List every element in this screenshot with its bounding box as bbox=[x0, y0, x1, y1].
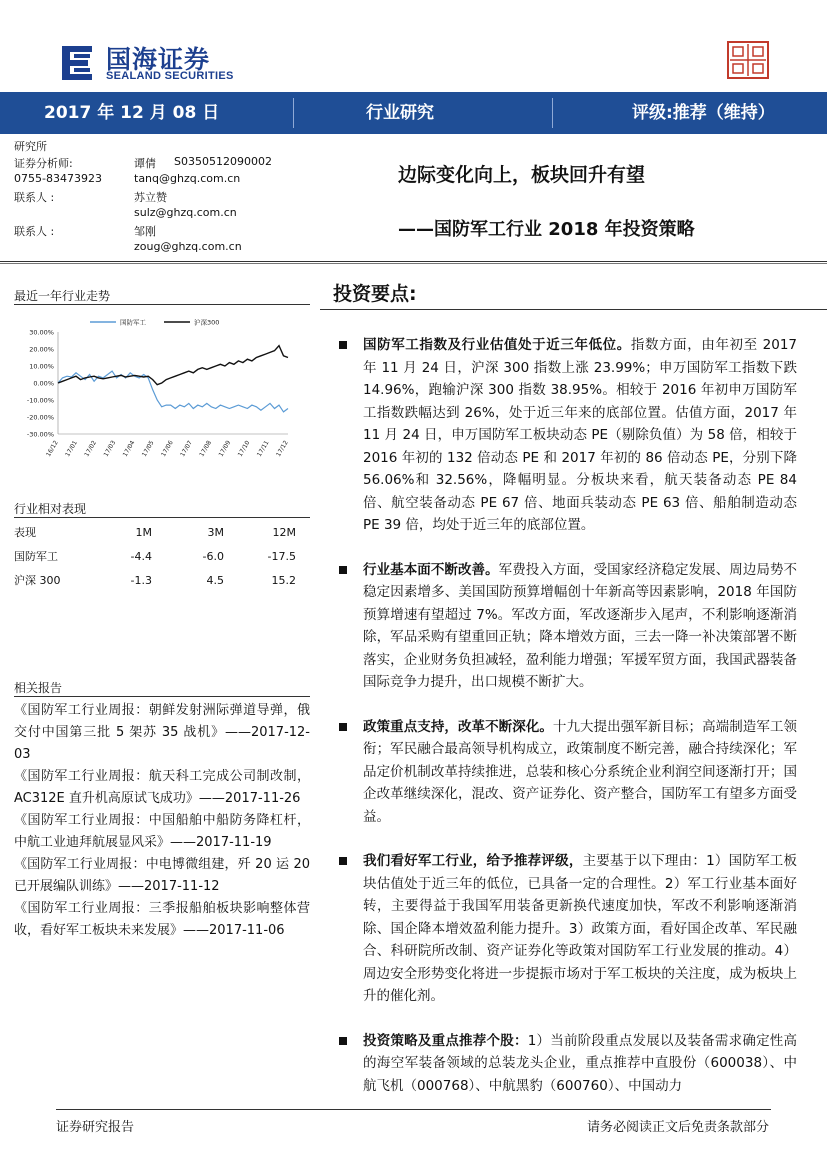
table-cell: -17.5 bbox=[267, 550, 296, 563]
contact-name: 苏立赞 bbox=[134, 191, 167, 204]
bullet-square-icon bbox=[339, 857, 347, 865]
author-email[interactable]: tanq@ghzq.com.cn bbox=[134, 172, 241, 185]
related-report-link[interactable]: 《国防军工行业周报：航天科工完成公司制改制，AC312E 直升机高原试飞成功》——2017-11-26 bbox=[14, 769, 310, 806]
related-report-link[interactable]: 《国防军工行业周报：朝鲜发射洲际弹道导弹，俄交付中国第三批 5 架苏 35 战机》——2017-12-03 bbox=[14, 703, 310, 762]
contact-role: 联系人 : bbox=[14, 191, 55, 204]
x-tick-label: 17/07 bbox=[179, 439, 194, 458]
footer-rule bbox=[56, 1109, 771, 1110]
y-tick-label: 30.00% bbox=[29, 328, 54, 337]
contact-email[interactable]: zoug@ghzq.com.cn bbox=[134, 240, 242, 253]
author-phone: 0755-83473923 bbox=[14, 172, 102, 185]
x-tick-label: 17/09 bbox=[217, 439, 233, 458]
table-header-cell: 3M bbox=[207, 526, 224, 539]
section-rule bbox=[14, 696, 310, 697]
y-tick-label: -10.00% bbox=[26, 396, 54, 405]
table-cell: 15.2 bbox=[271, 574, 296, 587]
related-report-link[interactable]: 《国防军工行业周报：三季报船舶板块影响整体营收，看好军工板块未来发展》——2017-11-06 bbox=[14, 901, 310, 938]
institute-label: 研究所 bbox=[14, 140, 47, 153]
x-tick-label: 17/01 bbox=[64, 439, 79, 458]
x-tick-label: 17/04 bbox=[121, 439, 137, 458]
section-rule bbox=[14, 304, 310, 305]
key-point-text: 指数方面，由年初至 2017 年 11 月 24 日，沪深 300 指数上涨 23.99%；申万国防军工指数下跌 14.96%，跑输沪深 300 指数 38.95%。相较于 2016 年初申万国防军工指数跌幅达到 26%，处于近三年来的底部位置。估值方面，2017 年 11 月 24 日，申万国防军工板块动态 PE（剔除负值）为 58 倍，相较于 2016 年初的 132 倍动态 PE 和 2017 年初的 86 倍动态 PE，分别下降 56.06%和 32.56%，降幅明显。分板块来看，航天装备动态 PE 84 倍、航空装备动态 PE 67 倍、地面兵装动态 PE 63 倍、船舶制造动态 PE 39 倍，均处于近三年的底部位置。 bbox=[363, 337, 798, 533]
key-point-lead: 行业基本面不断改善。 bbox=[363, 561, 499, 578]
report-subtitle: ——国防军工行业 2018 年投资策略 bbox=[398, 219, 695, 240]
table-row bbox=[14, 545, 304, 569]
table-cell: 4.5 bbox=[206, 574, 224, 587]
section-rule bbox=[320, 309, 827, 310]
table-cell: -1.3 bbox=[130, 574, 152, 587]
bullet-square-icon bbox=[339, 723, 347, 731]
footer-left-label: 证券研究报告 bbox=[56, 1120, 135, 1135]
author-role: 证券分析师: bbox=[14, 157, 73, 170]
key-points-list bbox=[339, 334, 797, 1119]
key-point-item bbox=[339, 1030, 797, 1098]
y-tick-label: -20.00% bbox=[26, 413, 54, 422]
key-point-lead: 政策重点支持，改革不断深化。 bbox=[363, 718, 553, 735]
key-point-text: 十九大提出强军新目标；高端制造军工领衔；军民融合最高领导机构成立，政策制度不断完善，融合持续深化；军品定价机制改革持续推进，总装和核心分系统企业利润空间逐渐打开；国企改革继续深化，混改、资产证券化、资产整合，国防军工有望多方面受益。 bbox=[363, 718, 798, 825]
x-tick-label: 17/11 bbox=[255, 439, 271, 458]
related-reports bbox=[14, 700, 310, 942]
table-header-cell: 表现 bbox=[14, 526, 36, 539]
contact-email[interactable]: sulz@ghzq.com.cn bbox=[134, 206, 237, 219]
key-point-item bbox=[339, 334, 797, 537]
performance-table bbox=[14, 521, 304, 593]
reports-section-title: 相关报告 bbox=[14, 681, 63, 695]
brand-name-en: SEALAND SECURITIES bbox=[106, 70, 234, 82]
x-tick-label: 17/10 bbox=[236, 439, 252, 458]
report-category: 行业研究 bbox=[366, 103, 434, 123]
author-license: S0350512090002 bbox=[174, 155, 272, 168]
sealand-logo-icon bbox=[56, 40, 98, 84]
header-rule bbox=[0, 261, 827, 262]
x-tick-label: 16/12 bbox=[45, 439, 60, 458]
key-point-item bbox=[339, 559, 797, 694]
key-point-text: 主要基于以下理由：1）国防军工板块估值处于近三年的低位，已具备一定的合理性。2）军工行业基本面好转，主要得益于我国军用装备更新换代速度加快，军改不利影响逐渐消除、国企降本增效盈利能力提升。3）政策方面，看好国企改革、军民融合、科研院所改制、资产证券化等政策对国防军工行业发展的推动。4）周边安全形势变化将进一步提振市场对于军工板块的关注度，成为板块上升的催化剂。 bbox=[363, 853, 798, 1004]
report-header-bar bbox=[0, 92, 827, 134]
contact-role: 联系人 : bbox=[14, 225, 55, 238]
report-title: 边际变化向上，板块回升有望 bbox=[398, 164, 646, 186]
x-tick-label: 17/06 bbox=[160, 439, 175, 458]
header-rule bbox=[0, 263, 827, 264]
table-cell: -4.4 bbox=[130, 550, 152, 563]
x-tick-label: 17/05 bbox=[140, 439, 156, 458]
bullet-square-icon bbox=[339, 566, 347, 574]
bullet-square-icon bbox=[339, 1037, 347, 1045]
brand-name-cn: 国海证券 bbox=[106, 45, 211, 74]
brand-logo bbox=[56, 40, 296, 86]
x-tick-label: 17/03 bbox=[102, 439, 118, 458]
y-tick-label: 20.00% bbox=[29, 345, 54, 354]
key-point-text: 1）当前阶段重点发展以及装备需求确定性高的海空军装备领域的总装龙头企业，重点推荐中直股份（600038）、中航飞机（000768）、中航黑豹（600760）、中国动力 bbox=[363, 1032, 798, 1094]
report-rating: 评级:推荐（维持） bbox=[632, 103, 775, 123]
y-tick-label: -30.00% bbox=[26, 430, 54, 439]
section-rule bbox=[14, 517, 310, 518]
key-point-lead: 我们看好军工行业，给予推荐评级， bbox=[363, 853, 583, 869]
table-row bbox=[14, 569, 304, 593]
author-name: 谭倩 bbox=[134, 157, 156, 170]
y-tick-label: 0.00% bbox=[33, 379, 54, 388]
table-header-cell: 12M bbox=[272, 526, 296, 539]
header-divider bbox=[552, 98, 553, 128]
table-cell: -6.0 bbox=[202, 550, 224, 563]
key-point-text: 军费投入方面，受国家经济稳定发展、周边局势不稳定因素增多、美国国防预算增幅创十年新高等因素影响，2018 年国防预算增速有望超过 7%。军改方面，军改逐渐步入尾声，不利影响逐渐消除，军品采购有望重回正轨；降本增效方面，三去一降一补决策部署不断落实，企业财务负担减轻，盈利能力增强；军援军贸方面，我国武器装备国际竞争力提升，出口规模不断扩大。 bbox=[363, 561, 798, 690]
header-divider bbox=[293, 98, 294, 128]
y-tick-label: 10.00% bbox=[29, 362, 54, 371]
trend-chart bbox=[14, 312, 294, 472]
table-cell: 沪深 300 bbox=[14, 574, 61, 587]
seal-stamp-icon bbox=[726, 40, 770, 80]
legend-label: 沪深300 bbox=[194, 318, 220, 327]
trend-section-title: 最近一年行业走势 bbox=[14, 289, 111, 303]
key-point-item bbox=[339, 850, 797, 1008]
contact-name: 邹刚 bbox=[134, 225, 156, 238]
x-tick-label: 17/02 bbox=[83, 439, 99, 458]
bullet-square-icon bbox=[339, 341, 347, 349]
related-report-link[interactable]: 《国防军工行业周报：中国船舶中船防务降杠杆，中航工业迪拜航展显风采》——2017-11-19 bbox=[14, 813, 310, 850]
footer-disclaimer-note: 请务必阅读正文后免责条款部分 bbox=[586, 1120, 769, 1135]
x-tick-label: 17/08 bbox=[198, 439, 214, 458]
key-point-lead: 国防军工指数及行业估值处于近三年低位。 bbox=[363, 337, 631, 353]
key-point-lead: 投资策略及重点推荐个股： bbox=[363, 1032, 528, 1049]
related-report-link[interactable]: 《国防军工行业周报：中电博微组建，歼 20 运 20 已开展编队训练》——2017-11-12 bbox=[14, 857, 310, 894]
report-date: 2017 年 12 月 08 日 bbox=[44, 103, 220, 123]
key-points-title: 投资要点: bbox=[333, 283, 417, 305]
table-cell: 国防军工 bbox=[14, 550, 58, 563]
table-header-row bbox=[14, 521, 304, 545]
x-tick-label: 17/12 bbox=[275, 439, 290, 458]
legend-label: 国防军工 bbox=[120, 318, 146, 327]
key-point-item bbox=[339, 716, 797, 829]
table-header-cell: 1M bbox=[135, 526, 152, 539]
perf-section-title: 行业相对表现 bbox=[14, 502, 87, 516]
